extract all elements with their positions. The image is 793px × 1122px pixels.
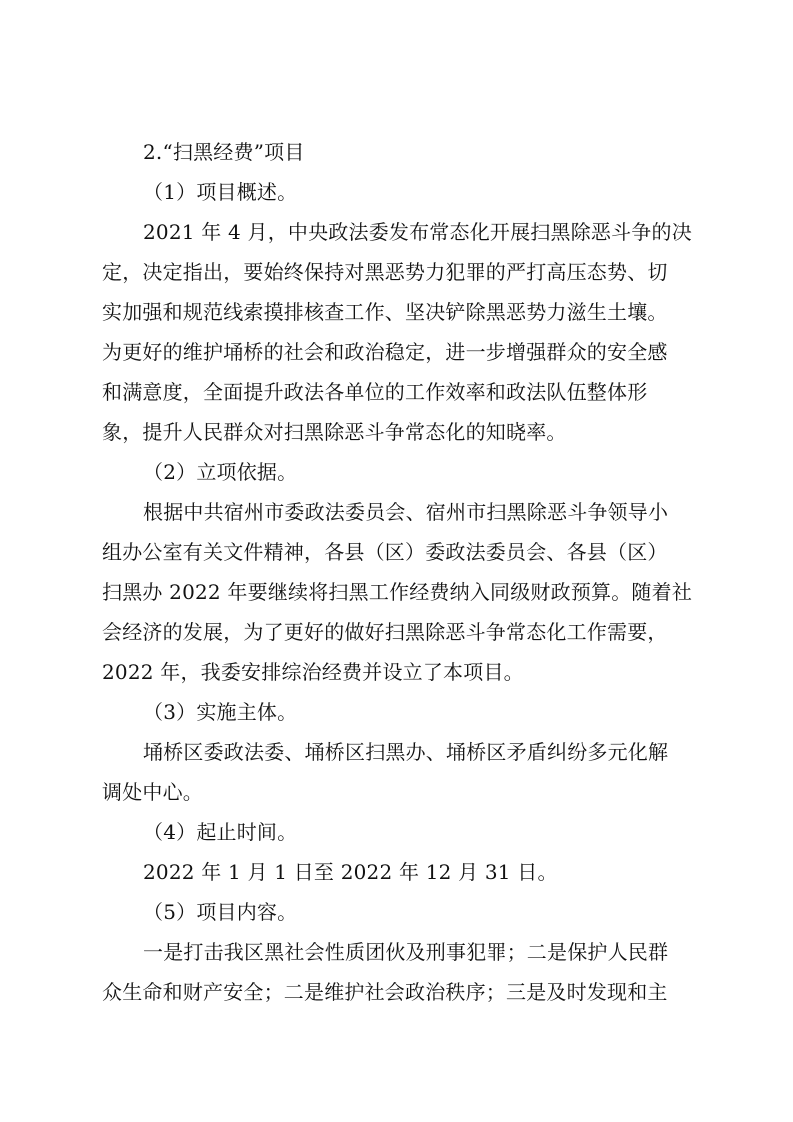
subject-line-1: 埇桥区委政法委、埇桥区扫黑办、埇桥区矛盾纠纷多元化解 <box>143 740 669 764</box>
basis-line-5: 2022 年，我委安排综治经费并设立了本项目。 <box>102 660 524 684</box>
overview-heading: （1）项目概述。 <box>143 180 298 204</box>
document-body <box>102 132 693 1012</box>
contents-line-2: 众生命和财产安全；二是维护社会政治秩序；三是及时发现和主 <box>102 980 668 1004</box>
section-title: 2.“扫黑经费”项目 <box>143 140 305 164</box>
subject-line-2: 调处中心。 <box>102 780 203 804</box>
overview-line-3: 实加强和规范线索摸排核查工作、坚决铲除黑恶势力滋生土壤。 <box>102 300 668 324</box>
overview-line-5: 和满意度，全面提升政法各单位的工作效率和政法队伍整体形 <box>102 380 648 404</box>
period-heading: （4）起止时间。 <box>143 820 298 844</box>
overview-line-4: 为更好的维护埇桥的社会和政治稳定，进一步增强群众的安全感 <box>102 340 668 364</box>
overview-line-6: 象，提升人民群众对扫黑除恶斗争常态化的知晓率。 <box>102 420 567 444</box>
contents-line-1: 一是打击我区黑社会性质团伙及刑事犯罪；二是保护人民群 <box>143 940 669 964</box>
overview-line-2: 定，决定指出，要始终保持对黑恶势力犯罪的严打高压态势、切 <box>102 260 668 284</box>
basis-line-3: 扫黑办 2022 年要继续将扫黑工作经费纳入同级财政预算。随着社 <box>102 580 693 604</box>
subject-heading: （3）实施主体。 <box>143 700 298 724</box>
basis-line-2: 组办公室有关文件精神，各县（区）委政法委员会、各县（区） <box>102 540 668 564</box>
period-line-1: 2022 年 1 月 1 日至 2022 年 12 月 31 日。 <box>143 860 558 884</box>
basis-heading: （2）立项依据。 <box>143 460 298 484</box>
contents-heading: （5）项目内容。 <box>143 900 298 924</box>
overview-line-1: 2021 年 4 月，中央政法委发布常态化开展扫黑除恶斗争的决 <box>143 220 692 244</box>
basis-line-4: 会经济的发展，为了更好的做好扫黑除恶斗争常态化工作需要， <box>102 620 668 644</box>
basis-line-1: 根据中共宿州市委政法委员会、宿州市扫黑除恶斗争领导小 <box>143 500 669 524</box>
